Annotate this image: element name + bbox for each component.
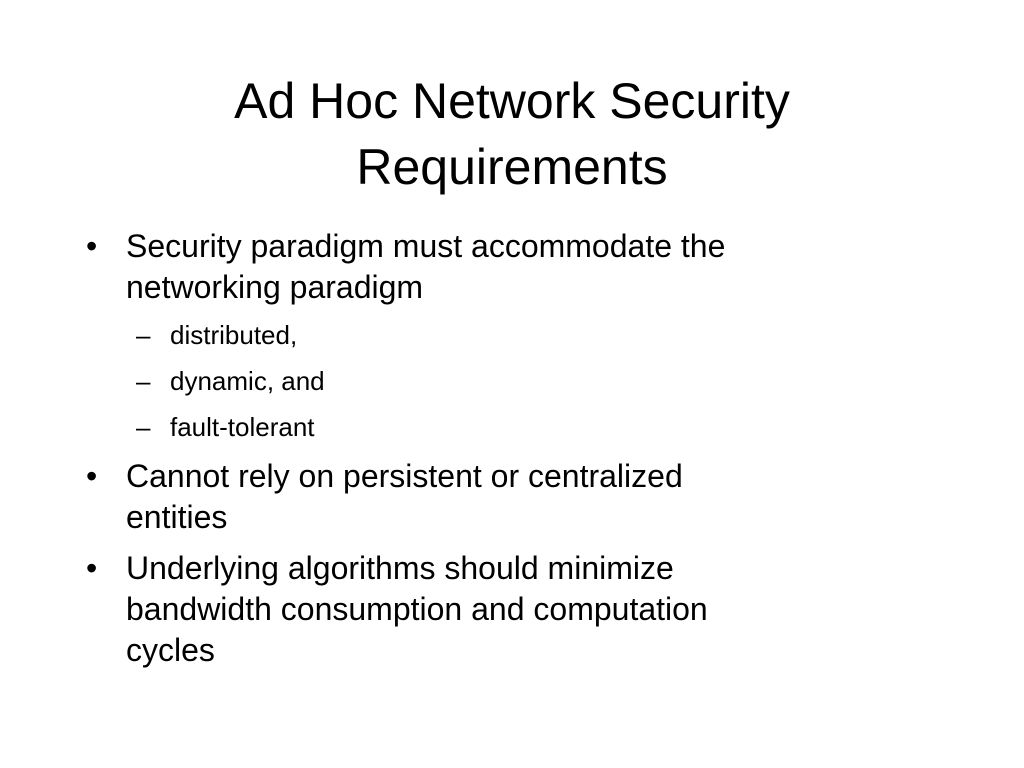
bullet-marker: • — [86, 458, 98, 494]
sub-bullet-item — [86, 318, 916, 352]
bullet-text-line: bandwidth consumption and computation — [126, 591, 708, 627]
bullet-item — [86, 226, 916, 308]
sub-bullet-text: dynamic, and — [170, 366, 325, 396]
bullet-text-line: entities — [126, 499, 228, 535]
bullet-marker: • — [86, 228, 98, 264]
bullet-item — [86, 456, 916, 538]
title-line-1: Ad Hoc Network Security — [234, 73, 790, 129]
sub-bullet-marker: – — [136, 412, 151, 442]
sub-bullet-list — [86, 318, 916, 444]
slide-body — [86, 226, 916, 681]
sub-bullet-item — [86, 410, 916, 444]
sub-bullet-marker: – — [136, 366, 151, 396]
sub-bullet-marker: – — [136, 320, 151, 350]
bullet-text-line: networking paradigm — [126, 269, 424, 305]
sub-bullet-text: distributed, — [170, 320, 298, 350]
slide-title — [0, 68, 1024, 200]
bullet-text-line: cycles — [126, 632, 215, 668]
bullet-item — [86, 548, 916, 671]
sub-bullet-item — [86, 364, 916, 398]
bullet-text-line: Underlying algorithms should minimize — [126, 550, 674, 586]
title-line-2: Requirements — [356, 139, 668, 195]
bullet-text-line: Cannot rely on persistent or centralized — [126, 458, 683, 494]
sub-bullet-text: fault-tolerant — [170, 412, 315, 442]
bullet-marker: • — [86, 550, 98, 586]
bullet-text-line: Security paradigm must accommodate the — [126, 228, 726, 264]
